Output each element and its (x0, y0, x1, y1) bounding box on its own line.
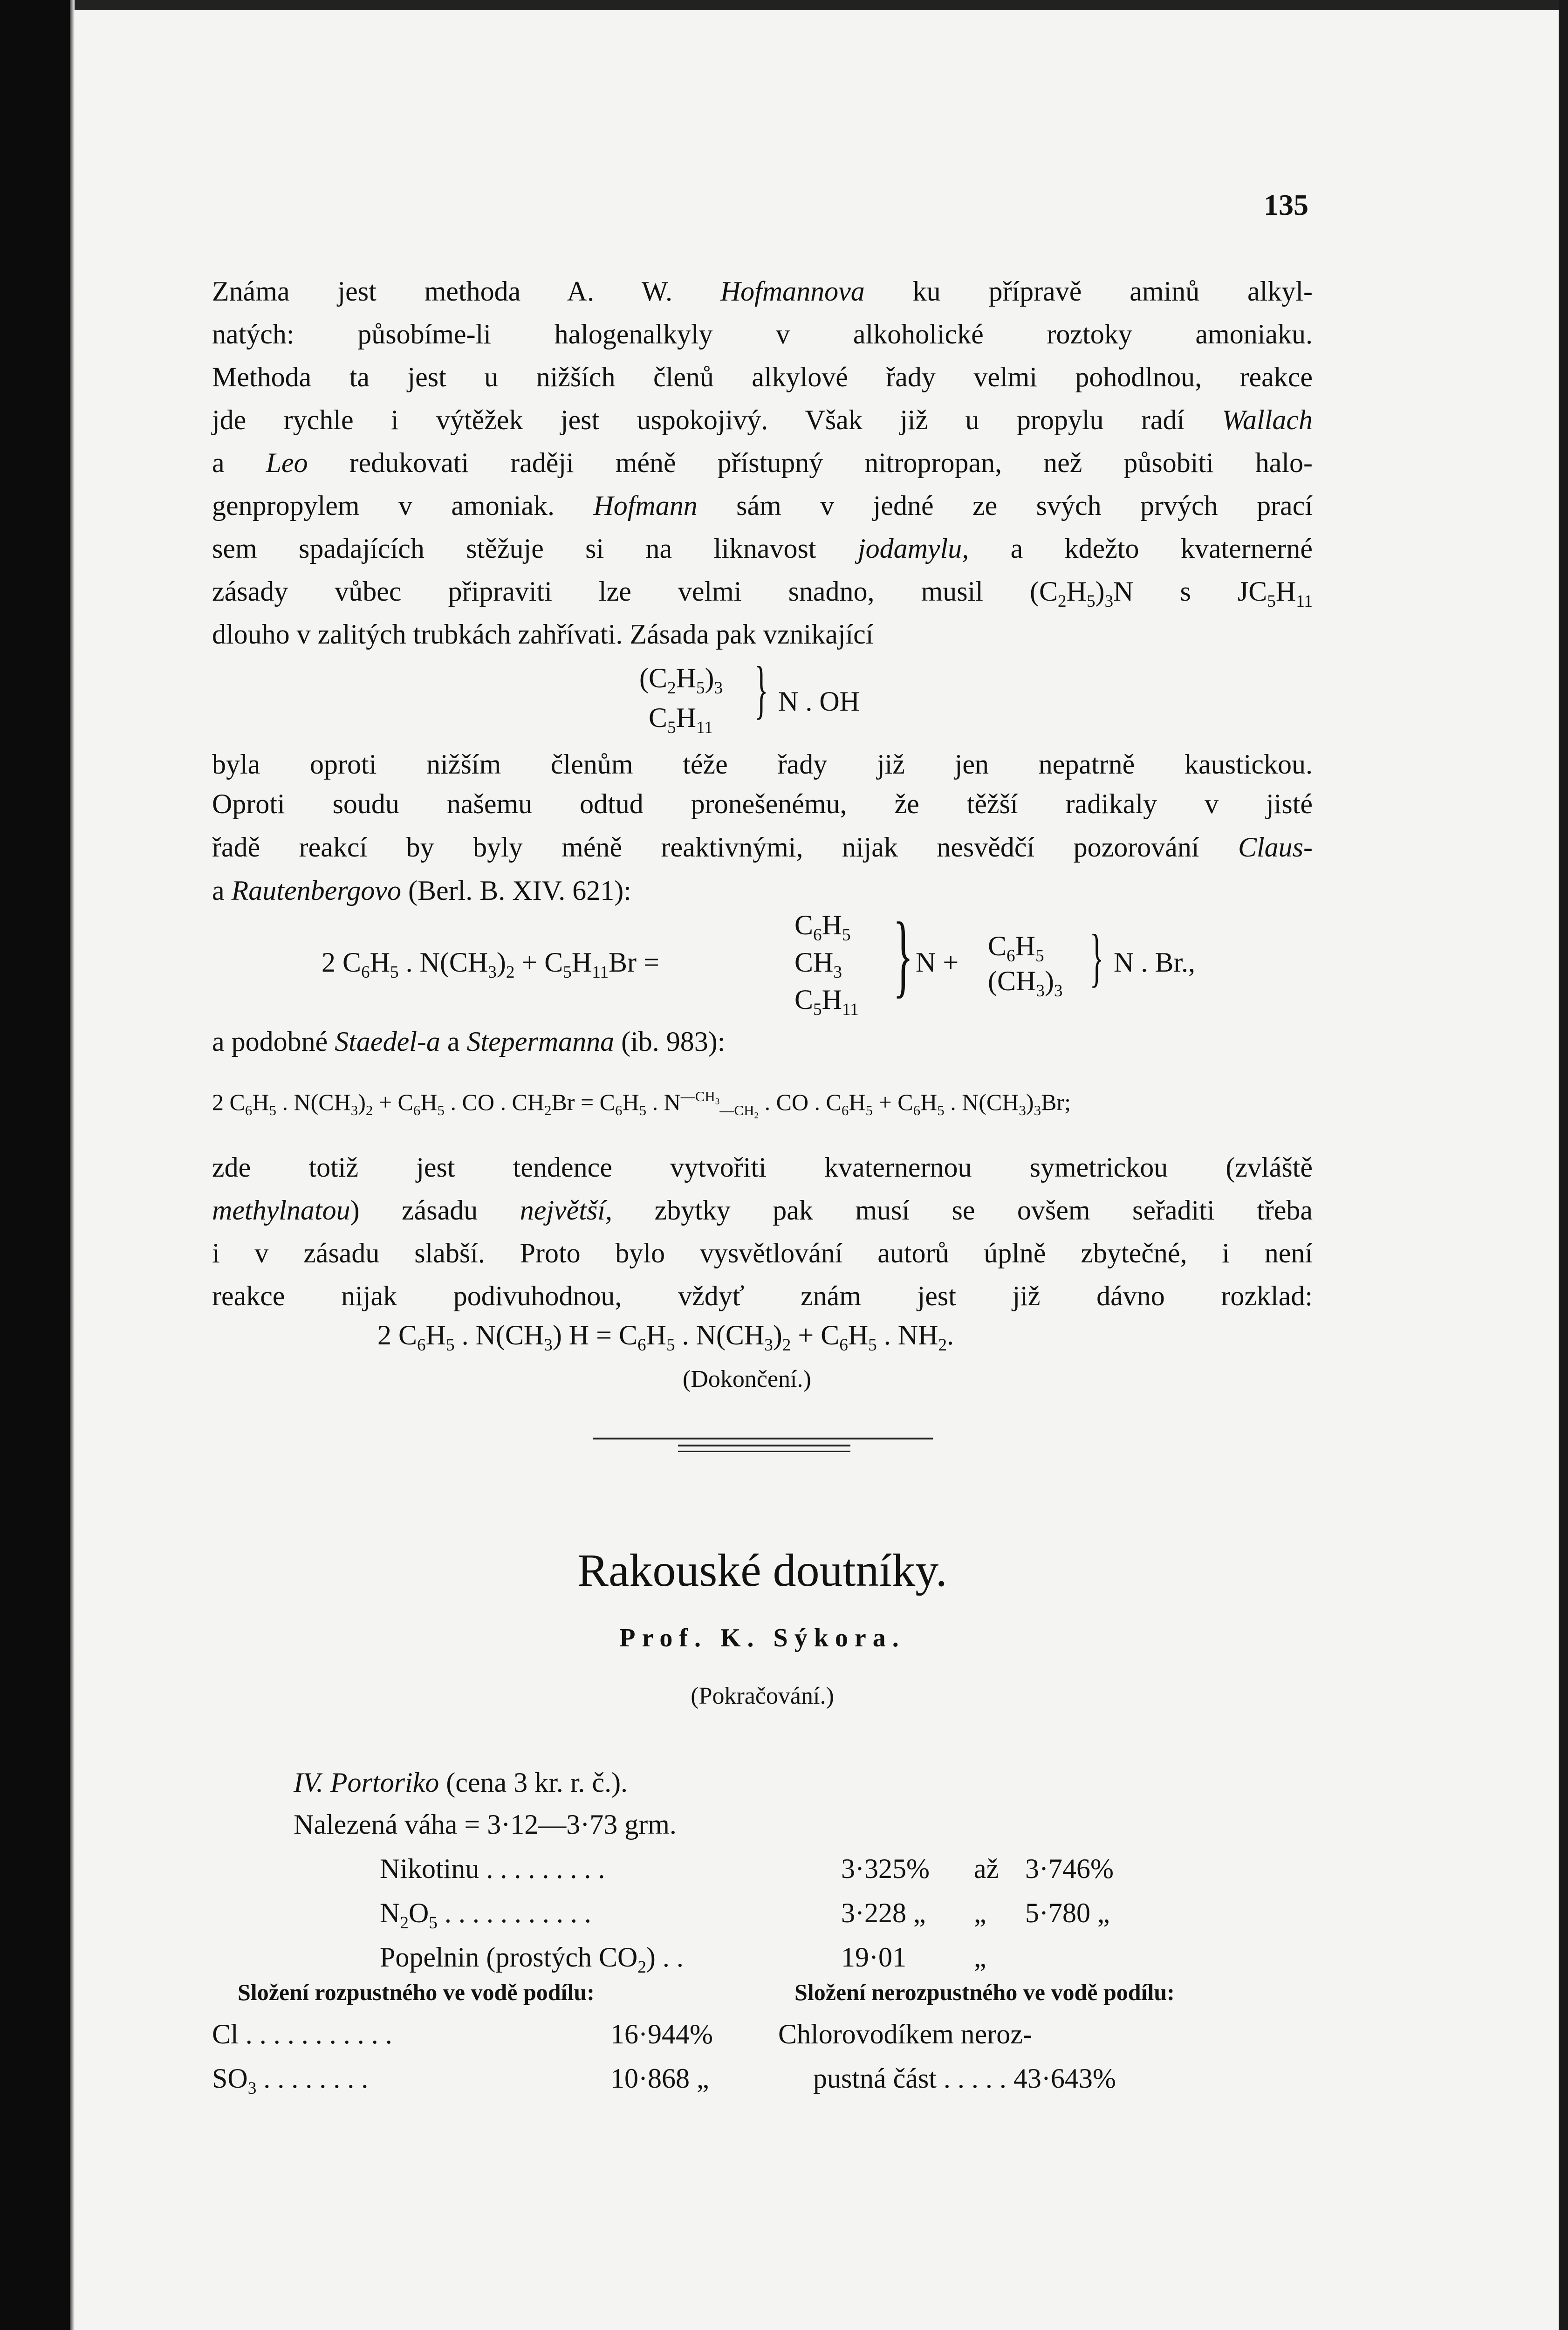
formula2-stack-1: $C_6H_5$ (794, 910, 851, 945)
row-sep: až (974, 1853, 999, 1884)
text-line: jde rychle i výtěžek jest uspokojivý. Však již u propylu radí Wallach (212, 404, 1313, 435)
row-value-2: 3·746% (1025, 1853, 1114, 1884)
page-number: 135 (1264, 188, 1308, 221)
text-line: Methoda ta jest u nižších členů alkylové řady velmi pohodlnou, reakce (212, 362, 1313, 392)
text-line: Známa jest methoda A. W. Hofmannova ku přípravě aminů alkyl- (212, 276, 1313, 307)
row-value-1: 3·325% (841, 1853, 930, 1884)
formula2-brace: } (893, 904, 913, 1007)
formula2-right: N . Br., (1114, 947, 1196, 978)
formula1-top: $(C_2H_5)_3$ (639, 663, 723, 698)
article2-title: Rakouské doutníky. (577, 1544, 947, 1596)
formula2-brace2: } (1089, 921, 1104, 994)
text-line: Oproti soudu našemu odtud pronešenému, že těžší radikaly v jisté (212, 788, 1313, 819)
page-edge-left (0, 0, 70, 2330)
text-line: reakce nijak podivuhodnou, vždyť znám jest již dávno rozklad: (212, 1281, 1313, 1311)
row-sep: „ (974, 1898, 986, 1928)
row-value-1: 3·228 „ (841, 1898, 926, 1928)
right-row: Chlorovodíkem neroz- (778, 2019, 1032, 2049)
left-row-value: 16·944% (610, 2019, 713, 2049)
formula1-bottom: $C_5H_{11}$ (649, 702, 713, 738)
text-line: a Leo redukovati raději méně přístupný nitropropan, než působiti halo- (212, 447, 1313, 478)
left-row-value: 10·868 „ (610, 2063, 709, 2094)
formula1-brace: } (754, 653, 768, 726)
item-title: IV. Portoriko (cena 3 kr. r. č.). (294, 1767, 628, 1798)
formula2-stack-2: $CH_3$ (794, 947, 842, 982)
weight-line: Nalezená váha = 3·12—3·73 grm. (294, 1809, 677, 1840)
formula2-mid: N + (916, 947, 959, 978)
end-note: (Dokončení.) (683, 1366, 811, 1392)
row-label: Nikotinu . . . . . . . . . (380, 1853, 605, 1884)
text-line: zde totiž jest tendence vytvořiti kvaternernou symetrickou (zvláště (212, 1152, 1313, 1183)
left-row-label: $SO_3$ . . . . . . . . (212, 2063, 369, 2098)
line-after-formula1: byla oproti nižším členům téže řady již jen nepatrně kaustickou. (212, 749, 1313, 780)
formula4: 2 $C_6H_5$ . $N(CH_3) H = C_6H_5$ . $N(CH_3)_2 + C_6H_5$ . $NH_2$. (377, 1320, 954, 1355)
left-header: Složení rozpustného ve vodě podílu: (238, 1979, 595, 2005)
text-line: natých: působíme-li halogenalkyly v alkoholické roztoky amoniaku. (212, 319, 1313, 350)
article2-author: Prof. K. Sýkora. (619, 1624, 905, 1652)
text-line: genpropylem v amoniak. Hofmann sám v jedné ze svých prvých prací (212, 490, 1313, 521)
text-line: sem spadajících stěžuje si na liknavost jodamylu, a kdežto kvaternerné (212, 533, 1313, 564)
text-line: řadě reakcí by byly méně reaktivnými, nijak nesvědčí pozorování Claus- (212, 832, 1313, 863)
formula2-stack2-1: $C_6H_5$ (988, 931, 1044, 966)
page-edge-top (0, 0, 1568, 10)
page-edge-right (1559, 0, 1568, 2330)
text-line: methylnatou) zásadu největší, zbytky pak musí se ovšem seřaditi třeba (212, 1195, 1313, 1226)
text-line: a Rautenbergovo (Berl. B. XIV. 621): (212, 875, 631, 906)
row-value-1: 19·01 (841, 1942, 906, 1973)
text-line: zásady vůbec připraviti lze velmi snadno, musil $(C_2H_5)_3N$ s $JC_5H_{11}$ (212, 576, 1313, 611)
formula2-stack2-2: $(CH_3)_3$ (988, 966, 1063, 1001)
formula1-right: N . OH (778, 686, 860, 717)
text-line: i v zásadu slabší. Proto bylo vysvětlování autorů úplně zbytečné, i není (212, 1238, 1313, 1268)
left-row-label: Cl . . . . . . . . . . . (212, 2019, 392, 2049)
separator-rule-3 (678, 1451, 850, 1452)
right-header: Složení nerozpustného ve vodě podílu: (794, 1979, 1175, 2005)
text-line: dlouho v zalitých trubkách zahřívati. Zásada pak vznikající (212, 619, 874, 650)
right-row: pustná část . . . . . 43·643% (813, 2063, 1116, 2094)
separator-rule-2 (678, 1445, 850, 1446)
formula3: 2 $C_6H_5$ . $N(CH_3)_2 + C_6H_5$ . CO . $CH_2Br = C_6H_5$ . $N^{—CH_3}_{—CH_2}$ . CO . $C_6H_5 + C_6H_5$ . $N(CH_3)_3Br$; (212, 1088, 1071, 1121)
separator-rule-1 (593, 1438, 933, 1439)
row-label: $N_2O_5$ . . . . . . . . . . . (380, 1898, 591, 1933)
row-sep: „ (974, 1942, 986, 1973)
row-label: Popelnin (prostých $CO_2$) . . (380, 1942, 684, 1977)
formula2-stack-3: $C_5H_{11}$ (794, 984, 859, 1020)
formula2-left: 2 $C_6H_5$ . $N(CH_3)_2 + C_5H_{11}Br$ = (322, 947, 659, 982)
article2-continuation: (Pokračování.) (691, 1683, 834, 1709)
line-before-formula3: a podobné Staedel-a a Stepermanna (ib. 983): (212, 1026, 726, 1057)
row-value-2: 5·780 „ (1025, 1898, 1110, 1928)
